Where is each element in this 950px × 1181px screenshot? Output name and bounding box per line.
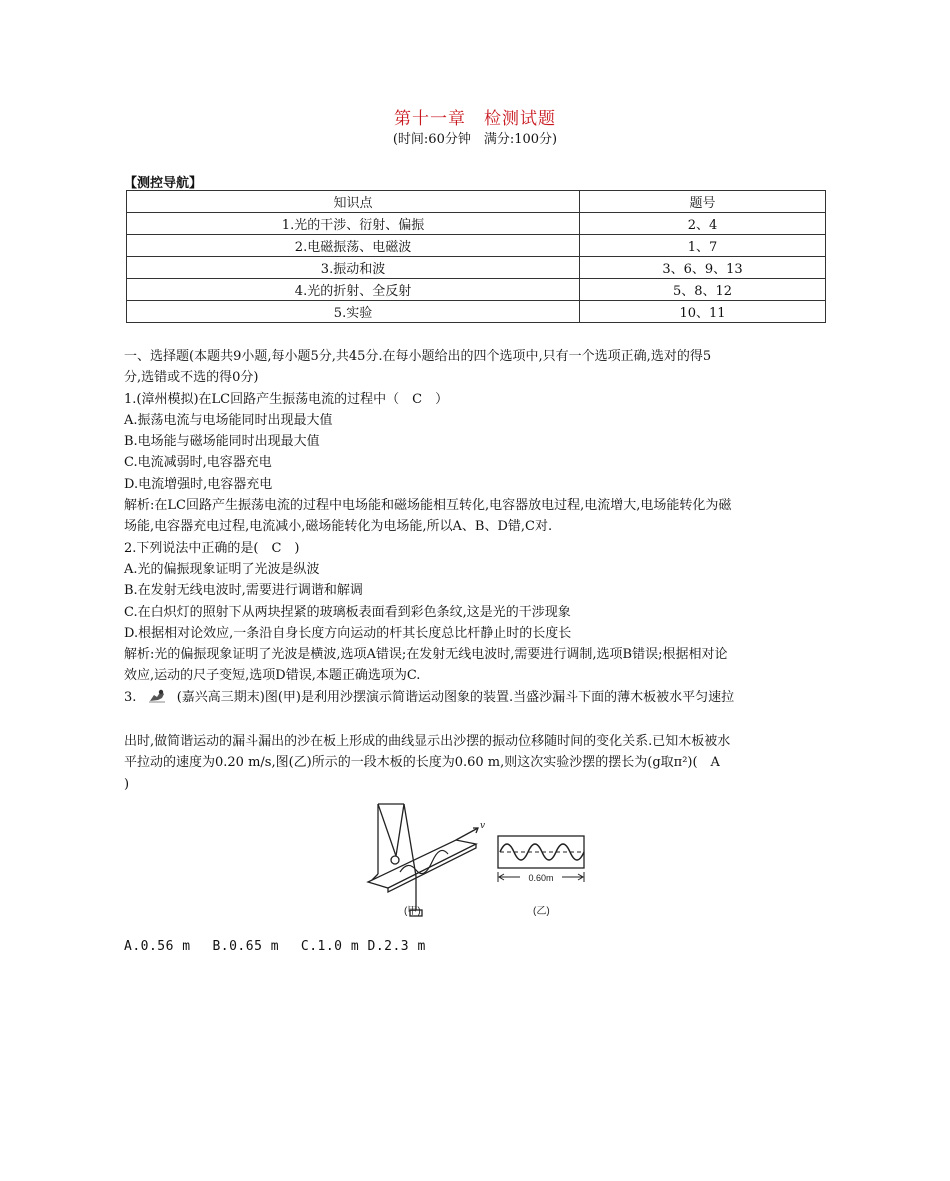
question-text: ) bbox=[124, 776, 130, 792]
table-cell: 1、7 bbox=[580, 235, 826, 257]
question-text: 出时,做简谐运动的漏斗漏出的沙在板上形成的曲线显示出沙摆的振动位移随时间的变化关系.已知木板被水 bbox=[124, 734, 731, 750]
figure-label-a: (甲) bbox=[404, 906, 421, 917]
page-title: 第十一章 检测试题 bbox=[394, 109, 556, 129]
table-row bbox=[127, 279, 826, 301]
section-heading: 分,选错或不选的得0分) bbox=[124, 370, 259, 386]
questions bbox=[124, 346, 832, 795]
table-header: 知识点 bbox=[127, 191, 580, 213]
table-header-row bbox=[127, 191, 826, 213]
option: C.在白炽灯的照射下从两块捏紧的玻璃板表面看到彩色条纹,这是光的干涉现象 bbox=[124, 604, 571, 620]
analysis: 解析:光的偏振现象证明了光波是横波,选项A错误;在发射无线电波时,需要进行调制,选项B错误;根据相对论 bbox=[124, 647, 728, 663]
analysis: 解析:在LC回路产生振荡电流的过程中电场能和磁场能相互转化,电容器放电过程,电流增大,电场能转化为磁 bbox=[124, 498, 732, 514]
table-row bbox=[127, 213, 826, 235]
table-row bbox=[127, 235, 826, 257]
figure-label-b: (乙) bbox=[533, 906, 550, 917]
analysis: 场能,电容器充电过程,电流减小,磁场能转化为电场能,所以A、B、D错,C对. bbox=[124, 519, 553, 535]
table-cell: 3、6、9、13 bbox=[580, 257, 826, 279]
option: A.振荡电流与电场能同时出现最大值 bbox=[124, 412, 333, 428]
table-cell: 3.振动和波 bbox=[127, 257, 580, 279]
question-text: (嘉兴高三期末)图(甲)是利用沙摆演示简谐运动图象的装置.当盛沙漏斗下面的薄木板被水平匀速拉 bbox=[176, 689, 735, 705]
table-cell: 2、4 bbox=[580, 213, 826, 235]
nav-label: 【测控导航】 bbox=[124, 176, 203, 191]
question-text: 平拉动的速度为0.20 m/s,图(乙)所示的一段木板的长度为0.60 m,则这次实验沙摆的摆长为(g取π²)( A bbox=[124, 755, 720, 771]
table-cell: 5.实验 bbox=[127, 301, 580, 323]
apparatus-drawing bbox=[368, 804, 478, 916]
clip-art-icon bbox=[147, 688, 167, 704]
option: D.根据相对论效应,一条沿自身长度方向运动的杆其长度总比杆静止时的长度长 bbox=[124, 625, 572, 641]
page-subtitle: (时间:60分钟 满分:100分) bbox=[392, 132, 558, 147]
table-cell: 5、8、12 bbox=[580, 279, 826, 301]
table-cell: 2.电磁振荡、电磁波 bbox=[127, 235, 580, 257]
question-stem: 1.(漳州模拟)在LC回路产生振荡电流的过程中（ C ） bbox=[124, 391, 449, 407]
analysis: 效应,运动的尺子变短,选项D错误,本题正确选项为C. bbox=[124, 668, 421, 684]
option: A.光的偏振现象证明了光波是纵波 bbox=[124, 561, 320, 577]
question-number: 3. bbox=[124, 689, 137, 705]
table-cell: 10、11 bbox=[580, 301, 826, 323]
table-row bbox=[127, 257, 826, 279]
option: C.电流减弱时,电容器充电 bbox=[124, 455, 272, 471]
option: B.电场能与磁场能同时出现最大值 bbox=[124, 434, 320, 450]
answer-options: A.0.56 m B.0.65 m C.1.0 m D.2.3 m bbox=[124, 939, 426, 954]
table-cell: 4.光的折射、全反射 bbox=[127, 279, 580, 301]
table-header: 题号 bbox=[580, 191, 826, 213]
option: B.在发射无线电波时,需要进行调谐和解调 bbox=[124, 583, 363, 599]
option: D.电流增强时,电容器充电 bbox=[124, 476, 273, 492]
velocity-label: v bbox=[480, 821, 486, 831]
section-heading: 一、选择题(本题共9小题,每小题5分,共45分.在每小题给出的四个选项中,只有一个选项正确,选对的得5 bbox=[124, 349, 712, 364]
figure-svg bbox=[360, 800, 620, 924]
board-length-label: 0.60m bbox=[528, 873, 554, 883]
table-cell: 1.光的干涉、衍射、偏振 bbox=[127, 213, 580, 235]
question-stem bbox=[124, 687, 832, 708]
question-stem: 2.下列说法中正确的是( C ) bbox=[124, 540, 300, 556]
table-row bbox=[127, 301, 826, 323]
sand-pendulum-figure bbox=[360, 800, 620, 924]
knowledge-table bbox=[126, 190, 826, 323]
